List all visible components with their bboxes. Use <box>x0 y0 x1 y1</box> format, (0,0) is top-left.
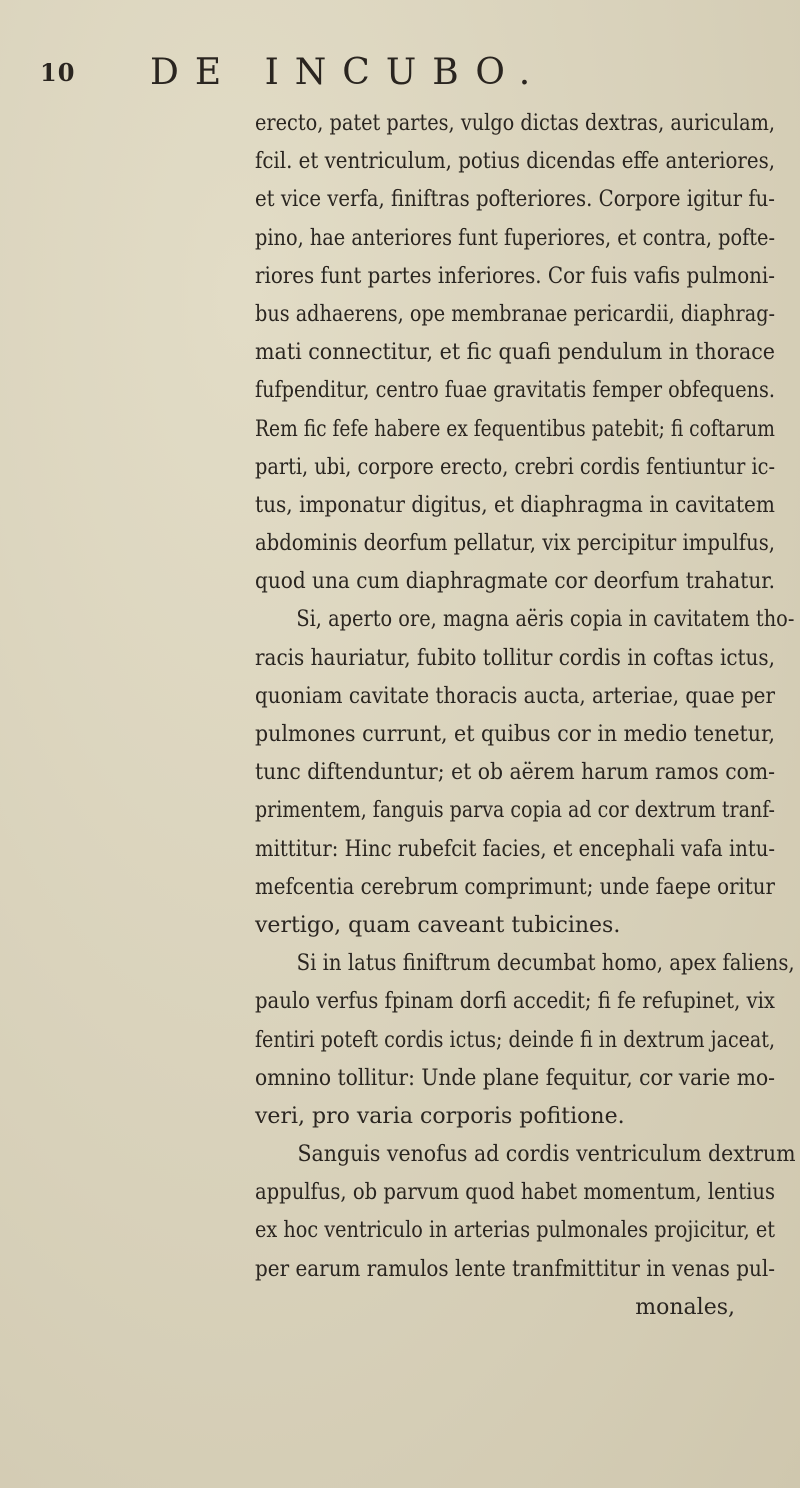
text-line: appulfus, ob parvum quod habet momentum, lentius <box>255 1180 776 1206</box>
text-line: Si, aperto ore, magna aëris copia in cavitatem tho- <box>296 607 795 633</box>
text-line: fufpenditur, centro fuae gravitatis femper obfequens. <box>255 378 776 404</box>
text-line: pino, hae anteriores funt fuperiores, et contra, pofte- <box>255 225 776 251</box>
text-line: fentiri poteft cordis ictus; deinde fi in dextrum jaceat, <box>255 1027 776 1053</box>
text-line: omnino tollitur: Unde plane fequitur, cor varie mo- <box>255 1065 776 1091</box>
page-number: 10 <box>40 58 76 87</box>
body-text <box>255 105 796 1327</box>
text-line: mati connectitur, et fic quafi pendulum in thorace <box>255 340 775 366</box>
text-line: mefcentia cerebrum comprimunt; unde faepe oritur <box>255 874 775 900</box>
text-line: racis hauriatur, fubito tollitur cordis in coftas ictus, <box>255 645 775 671</box>
text-line: riores funt partes inferiores. Cor fuis vafis pulmoni- <box>255 263 775 289</box>
text-line: abdominis deorfum pellatur, vix percipitur impulfus, <box>255 531 775 557</box>
text-line: tunc diftenduntur; et ob aërem harum ramos com- <box>255 760 776 786</box>
text-line: bus adhaerens, ope membranae pericardii, diaphrag- <box>255 301 776 327</box>
text-line: vertigo, quam caveant tubicines. <box>255 912 621 938</box>
text-line: veri, pro varia corporis pofitione. <box>255 1103 625 1129</box>
text-line: fcil. et ventriculum, potius dicendas effe anteriores, <box>255 149 776 175</box>
text-line: tus, imponatur digitus, et diaphragma in cavitatem <box>255 492 775 518</box>
running-head: DE INCUBO. <box>150 52 547 93</box>
text-line: quod una cum diaphragmate cor deorfum trahatur. <box>255 569 776 595</box>
text-line: paulo verfus fpinam dorfi accedit; fi fe refupinet, vix <box>255 989 775 1015</box>
text-line: per earum ramulos lente tranfmittitur in venas pul- <box>255 1256 776 1282</box>
text-line: Sanguis venofus ad cordis ventriculum dextrum <box>297 1142 796 1168</box>
text-line: quoniam cavitate thoracis aucta, arteriae, quae per <box>255 683 775 709</box>
text-line: erecto, patet partes, vulgo dictas dextras, auriculam, <box>255 111 776 136</box>
text-line: monales, <box>635 1294 735 1320</box>
text-line: pulmones currunt, et quibus cor in medio tenetur, <box>255 722 776 747</box>
text-line: parti, ubi, corpore erecto, crebri cordis fentiuntur ic- <box>255 454 775 480</box>
text-line: et vice verfa, finiftras pofteriores. Corpore igitur fu- <box>255 187 775 213</box>
text-line: mittitur: Hinc rubefcit facies, et encephali vafa intu- <box>255 836 776 862</box>
text-line: Si in latus finiftrum decumbat homo, apex faliens, <box>296 951 795 977</box>
page-header <box>40 52 760 93</box>
text-line: ex hoc ventriculo in arterias pulmonales projicitur, et <box>255 1218 775 1244</box>
text-line: primentem, fanguis parva copia ad cor dextrum tranf- <box>255 798 775 824</box>
text-line: Rem fic fefe habere ex fequentibus patebit; fi coftarum <box>255 416 775 442</box>
